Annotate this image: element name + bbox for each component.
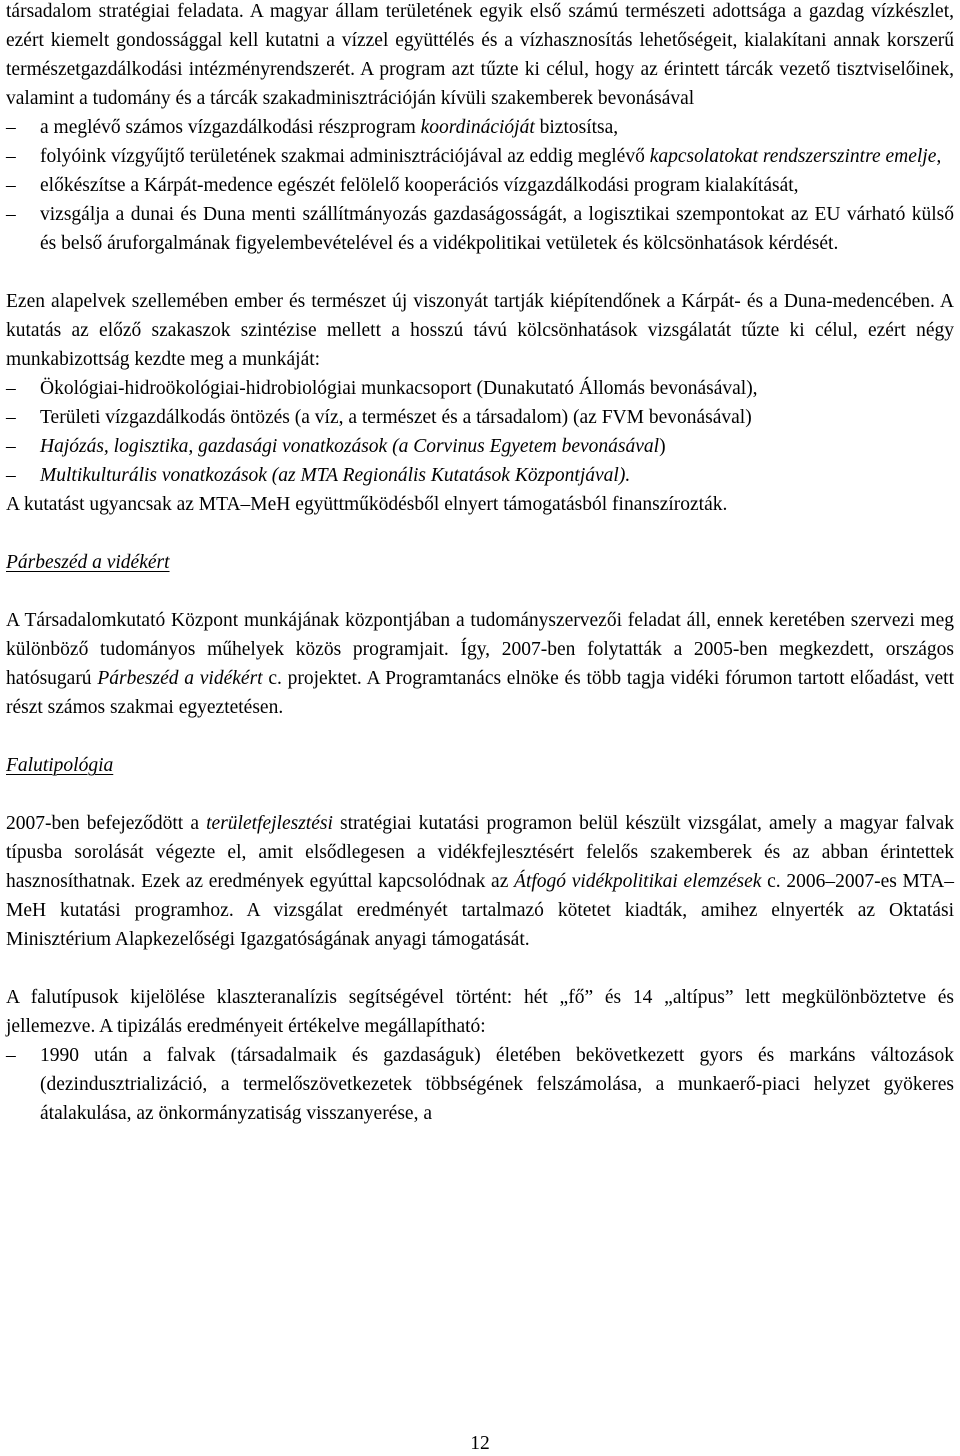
typology-findings-list <box>6 1041 954 1128</box>
list-item-emphasis: kapcsolatokat rendszerszintre emelje, <box>649 146 942 167</box>
list-item <box>6 142 954 171</box>
list-item-text: a meglévő számos vízgazdálkodási részprogram <box>40 117 421 138</box>
funding-paragraph: A kutatást ugyancsak az MTA–MeH együttműködésből elnyert támogatásból finanszírozták. <box>6 494 728 515</box>
paragraph-emphasis: Párbeszéd a vidékért <box>97 668 263 689</box>
section-heading-typology: Falutipológia <box>6 755 114 776</box>
typology-paragraph-2: A falutípusok kijelölése klaszteranalízis segítségével történt: hét „fő” és 14 „altípus” lett megkülönböztetve és jellemezve. A tipizálás eredményeit értékelve megállapítható: <box>6 987 954 1037</box>
program-goals-list <box>6 113 954 258</box>
list-item: – Ökológiai-hidroökológiai-hidrobiológiai munkacsoport (Dunakutató Állomás bevonásával), <box>6 374 954 403</box>
paragraph-emphasis: területfejlesztési <box>206 813 333 834</box>
paragraph-text: stratégiai kutatási programon belül készült vizsgálat, amely a magyar falvak típusba sorolását végezte el, amit elsődlegesen a vidékfejlesztésért felelős szakemberek és az abban érintettek hasznosíthatnak. Ezek az eredmények egyúttal kapcsolódnak az <box>6 813 954 892</box>
working-groups-list <box>6 374 954 490</box>
page-number: 12 <box>470 1433 490 1454</box>
list-item-emphasis: koordinációját <box>420 117 535 138</box>
paragraph-text: A Társadalomkutató Központ munkájának központjában a tudományszervezői feladat áll, ennek keretében szervezi meg különböző tudományos műhelyek közös programjait. Így, 2007-ben folytatták a 2005-ben megkezdett, országos hatósugarú <box>6 610 954 689</box>
paragraph-text: 2007-ben befejeződött a <box>6 813 207 834</box>
list-item: – előkészítse a Kárpát-medence egészét felölelő kooperációs vízgazdálkodási program kialakítását, <box>6 171 954 200</box>
list-item-text: ) <box>659 436 666 457</box>
list-item-emphasis: Hajózás, logisztika, gazdasági vonatkozások (a Corvinus Egyetem bevonásával <box>40 436 660 457</box>
list-item-emphasis: Multikulturális vonatkozások (az MTA Regionális Kutatások Központjával). <box>40 465 631 486</box>
intro-paragraph: társadalom stratégiai feladata. A magyar állam területének egyik első számú természeti adottsága a gazdag vízkészlet, ezért kiemelt gondossággal kell kutatni a vízzel együttélés és a vízhasznosítás lehetőségeit, kialakítani annak korszerű természetgazdálkodási intézményrendszerét. A program azt tűzte ki célul, hogy az érintett tárcák vezető tisztviselőinek, valamint a tudomány és a tárcák szakadminisztrációján kívüli szakemberek bevonásával <box>6 1 954 109</box>
list-item: – 1990 után a falvak (társadalmaik és gazdaságuk) életében bekövetkezett gyors és markáns változások (dezindusztrializáció, a termelőszövetkezetek többségének felszámolása, a munkaerő-piaci helyzet gyökeres átalakulása, az önkormányzatiság visszanyerése, a <box>6 1041 954 1128</box>
list-item: – Területi vízgazdálkodás öntözés (a víz, a természet és a társadalom) (az FVM bevonásával) <box>6 403 954 432</box>
list-item <box>6 432 954 461</box>
paragraph-emphasis: Átfogó vidékpolitikai elemzések <box>514 871 762 892</box>
list-item-text: folyóink vízgyűjtő területének szakmai adminisztrációjával az eddig meglévő <box>40 146 650 167</box>
list-item: – vizsgálja a dunai és Duna menti szállítmányozás gazdaságosságát, a logisztikai szempontokat az EU várható külső és belső áruforgalmának figyelembevételével és a vidékpolitikai vetületek és kölcsönhatások kérdését. <box>6 200 954 258</box>
list-item <box>6 113 954 142</box>
paragraph-text: c. projektet. A Programtanács elnöke és több tagja vidéki fórumon tartott előadást, vett részt számos szakmai egyeztetésen. <box>6 668 954 718</box>
typology-paragraph-1 <box>6 809 954 954</box>
section-heading-dialogue: Párbeszéd a vidékért <box>6 552 170 573</box>
list-item-text: biztosítsa, <box>534 117 619 138</box>
document-page <box>6 0 954 1128</box>
paragraph-text: c. 2006–2007-es MTA–MeH kutatási programhoz. A vizsgálat eredményét tartalmazó kötetet kiadták, amihez elnyerték az Oktatási Minisztérium Alapkezelőségi Igazgatóságának anyagi támogatását. <box>6 871 954 950</box>
list-item <box>6 461 954 490</box>
spirit-paragraph: Ezen alapelvek szellemében ember és természet új viszonyát tartják kiépítendőnek a Kárpát- és a Duna-medencében. A kutatás az előző szakaszok szintézise mellett a hosszú távú kölcsönhatások vizsgálatát tűzte ki célul, ezért négy munkabizottság kezdte meg a munkáját: <box>6 291 954 370</box>
dialogue-paragraph <box>6 606 954 722</box>
